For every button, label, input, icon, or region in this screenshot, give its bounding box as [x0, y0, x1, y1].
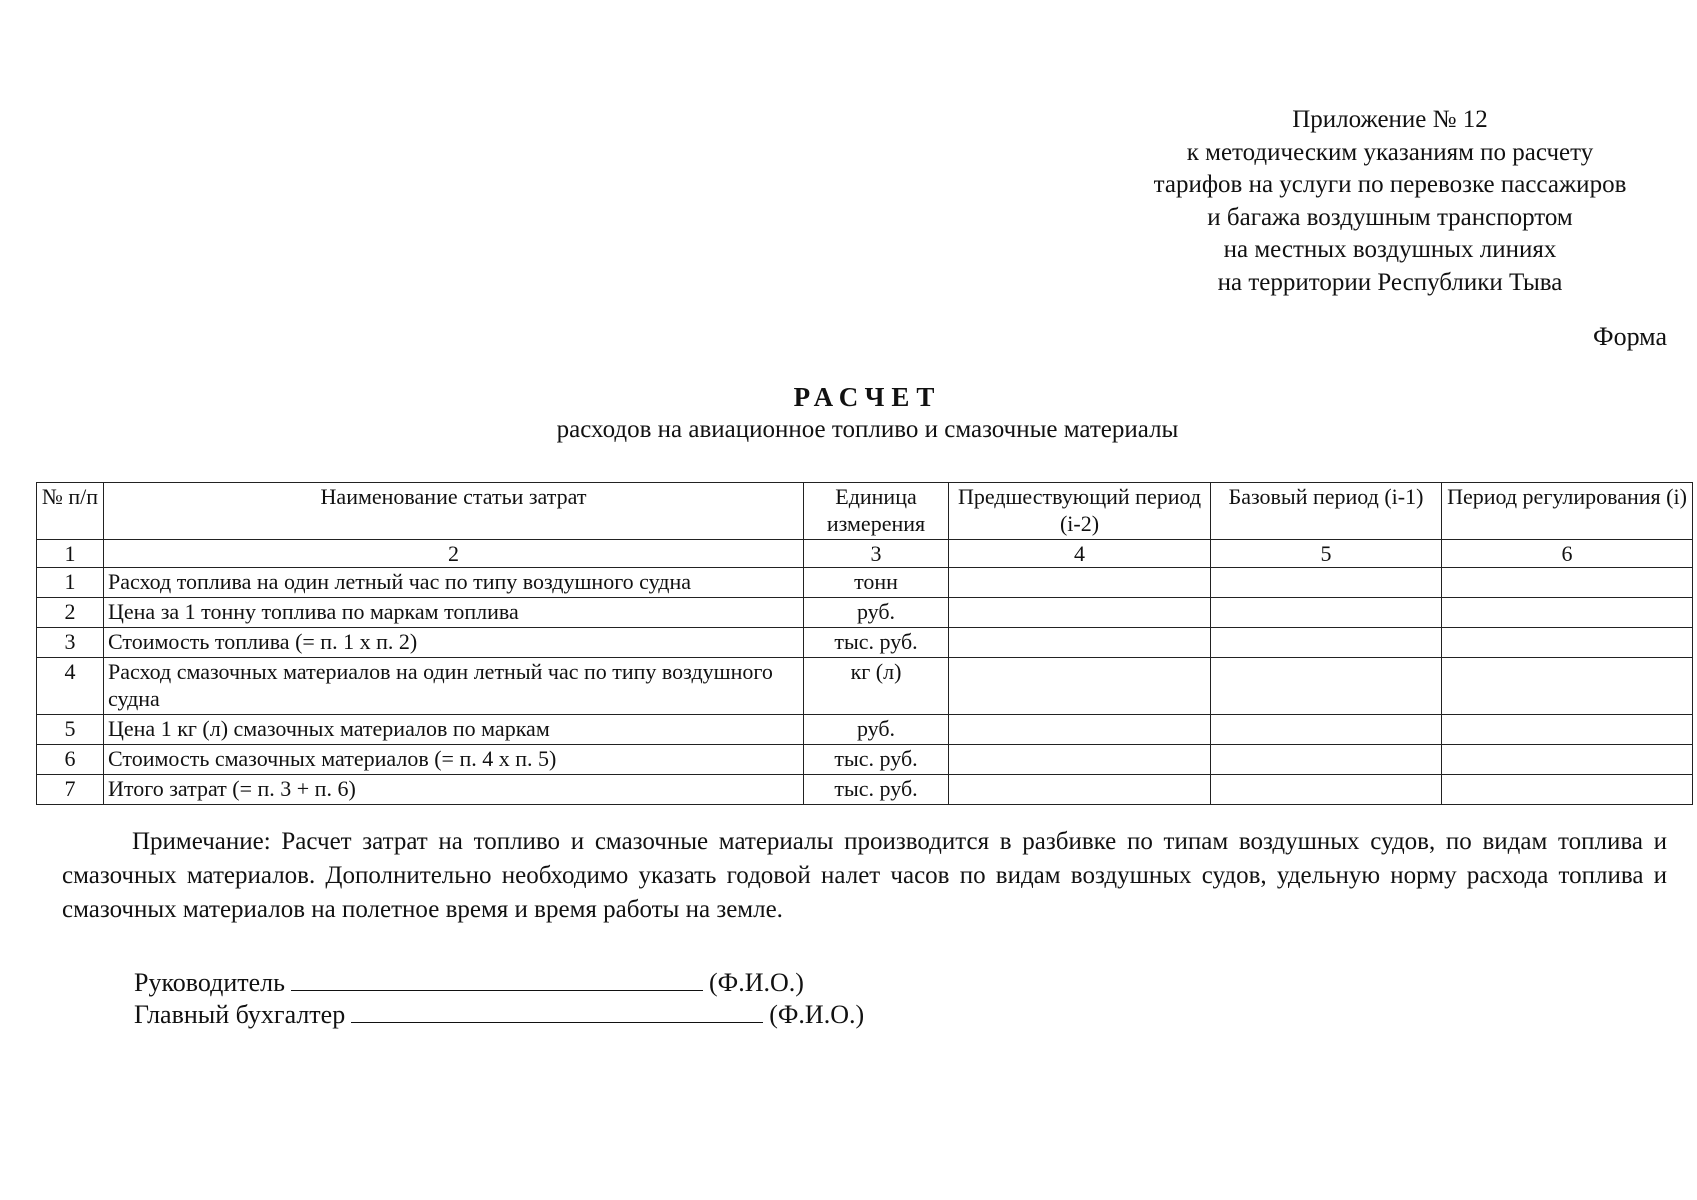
row-unit: кг (л)	[804, 658, 949, 715]
row-previous-value	[949, 568, 1211, 598]
row-previous-value	[949, 628, 1211, 658]
row-previous-value	[949, 658, 1211, 715]
row-previous-value	[949, 775, 1211, 805]
table-row	[37, 568, 1693, 598]
row-previous-value	[949, 745, 1211, 775]
row-regulation-value	[1442, 598, 1693, 628]
row-base-value	[1211, 775, 1442, 805]
row-regulation-value	[1442, 775, 1693, 805]
signature-head-label: Руководитель	[134, 968, 285, 997]
row-number: 6	[37, 745, 104, 775]
row-regulation-value	[1442, 658, 1693, 715]
row-previous-value	[949, 598, 1211, 628]
document-subtitle: расходов на авиационное топливо и смазочные материалы	[556, 416, 1179, 443]
row-base-value	[1211, 745, 1442, 775]
signature-fio: (Ф.И.О.)	[769, 1000, 865, 1029]
row-unit: тыс. руб.	[804, 745, 949, 775]
column-number: 6	[1442, 540, 1693, 568]
row-base-value	[1211, 598, 1442, 628]
row-unit: тыс. руб.	[804, 628, 949, 658]
row-regulation-value	[1442, 715, 1693, 745]
row-base-value	[1211, 658, 1442, 715]
signature-chief-accountant-label: Главный бухгалтер	[134, 1000, 346, 1029]
appendix-line: и багажа воздушным транспортом	[1207, 203, 1573, 231]
signature-line	[291, 970, 703, 991]
row-previous-value	[949, 715, 1211, 745]
document-title: РАСЧЕТ	[793, 382, 942, 412]
column-number: 2	[104, 540, 804, 568]
row-name: Итого затрат (= п. 3 + п. 6)	[104, 775, 804, 805]
appendix-line: к методическим указаниям по расчету	[1186, 138, 1594, 166]
signature-chief-accountant	[134, 999, 864, 1031]
row-number: 3	[37, 628, 104, 658]
row-unit: руб.	[804, 598, 949, 628]
row-regulation-value	[1442, 745, 1693, 775]
row-name: Цена 1 кг (л) смазочных материалов по маркам	[104, 715, 804, 745]
signature-line	[351, 1002, 763, 1023]
note-paragraph: Примечание: Расчет затрат на топливо и смазочные материалы производится в разбивке по типам воздушных судов, по видам топлива и смазочных материалов. Дополнительно необходимо указать годовой налет часов по видам воздушных судов, удельную норму расхода топлива и смазочных материалов на полетное время и время работы на земле.	[62, 828, 1667, 923]
row-name: Расход топлива на один летный час по типу воздушного судна	[104, 568, 804, 598]
row-unit: тонн	[804, 568, 949, 598]
table-row	[37, 775, 1693, 805]
row-base-value	[1211, 568, 1442, 598]
row-name: Стоимость топлива (= п. 1 х п. 2)	[104, 628, 804, 658]
cost-table	[36, 482, 1693, 805]
row-regulation-value	[1442, 568, 1693, 598]
column-number: 4	[949, 540, 1211, 568]
column-number: 1	[37, 540, 104, 568]
header-cell-name: Наименование статьи затрат	[104, 483, 804, 540]
appendix-line: на местных воздушных линиях	[1223, 236, 1557, 263]
row-unit: тыс. руб.	[804, 775, 949, 805]
row-number: 4	[37, 658, 104, 715]
row-name: Расход смазочных материалов на один летный час по типу воздушного судна	[104, 658, 804, 715]
header-cell-number: № п/п	[37, 483, 104, 540]
table-row	[37, 598, 1693, 628]
table-header-row	[37, 483, 1693, 540]
table-row	[37, 745, 1693, 775]
appendix-line: Приложение № 12	[1292, 106, 1488, 133]
row-name: Цена за 1 тонну топлива по маркам топлива	[104, 598, 804, 628]
row-name: Стоимость смазочных материалов (= п. 4 х п. 5)	[104, 745, 804, 775]
table-row	[37, 715, 1693, 745]
appendix-block	[1100, 104, 1680, 299]
row-unit: руб.	[804, 715, 949, 745]
row-base-value	[1211, 628, 1442, 658]
signature-fio: (Ф.И.О.)	[709, 968, 804, 997]
table-row	[37, 658, 1693, 715]
row-number: 1	[37, 568, 104, 598]
table-row	[37, 628, 1693, 658]
row-number: 5	[37, 715, 104, 745]
row-base-value	[1211, 715, 1442, 745]
header-cell-unit: Единица измерения	[804, 483, 949, 540]
header-cell-base-period: Базовый период (i-1)	[1211, 483, 1442, 540]
row-number: 2	[37, 598, 104, 628]
signature-head	[134, 967, 804, 999]
appendix-line: на территории Республики Тыва	[1217, 268, 1563, 296]
column-number: 5	[1211, 540, 1442, 568]
header-cell-previous-period: Предшествующий период (i-2)	[949, 483, 1211, 540]
row-regulation-value	[1442, 628, 1693, 658]
row-number: 7	[37, 775, 104, 805]
appendix-line: тарифов на услуги по перевозке пассажиров	[1153, 171, 1627, 198]
form-label: Форма	[1593, 322, 1667, 351]
table-column-numbers-row	[37, 540, 1693, 568]
column-number: 3	[804, 540, 949, 568]
header-cell-regulation-period: Период регулирования (i)	[1442, 483, 1693, 540]
